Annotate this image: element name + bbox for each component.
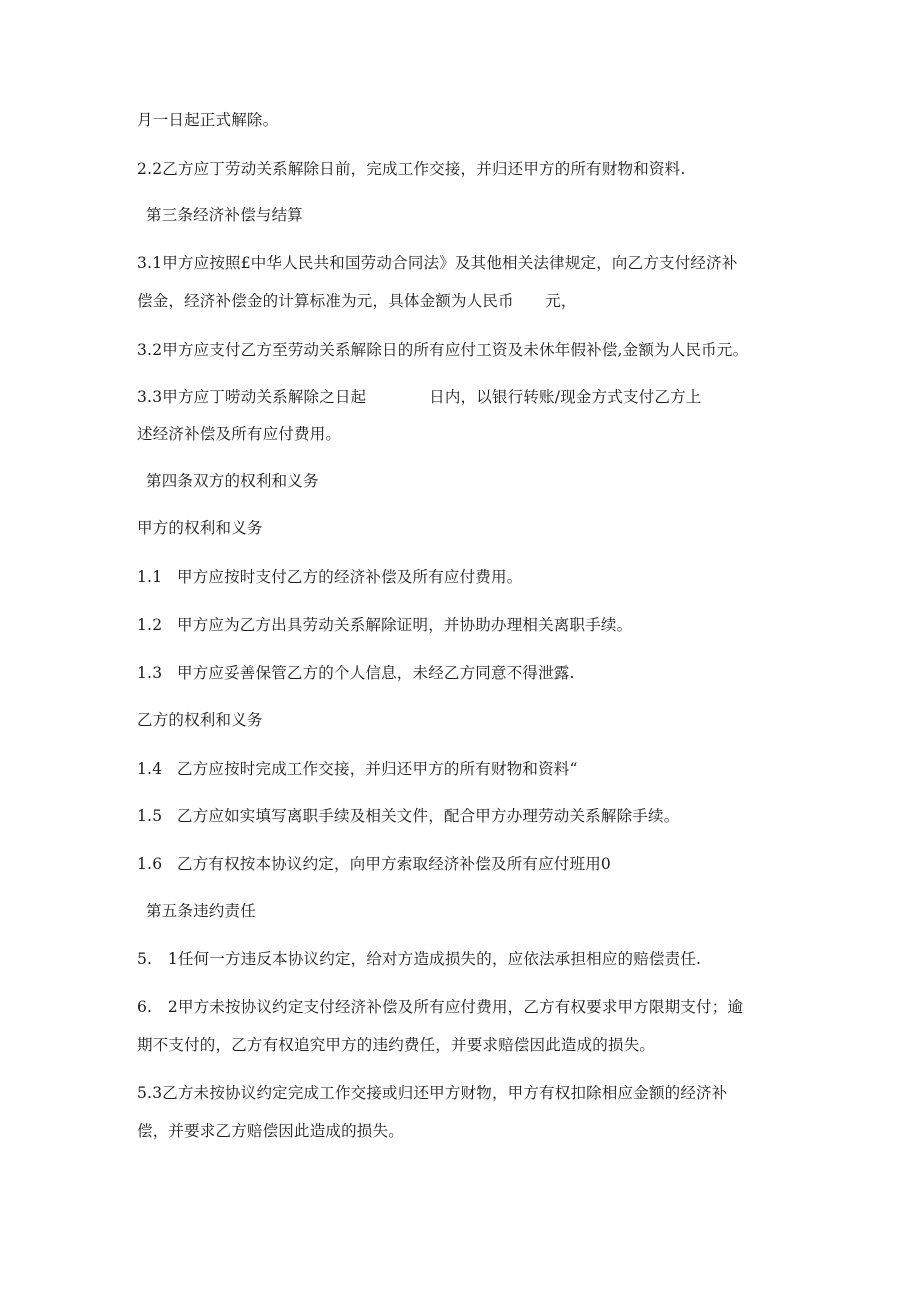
section-heading-4: 第四条双方的权利和义务: [146, 472, 319, 490]
clause-3-1: 3.1甲方应按照£中华人民共和国劳动合同法》及其他相关法律规定，向乙方支付经济补: [137, 254, 738, 272]
clause-number: 1.3: [137, 664, 163, 682]
clause-2-2: 2.2乙方应丁劳动关系解除日前，完成工作交接，并归还甲方的所有财物和资料.: [137, 160, 686, 178]
clause-1-5: [137, 806, 679, 826]
clause-number: 1.2: [137, 616, 163, 634]
clause-1-2: [137, 615, 632, 635]
clause-1-4: [137, 759, 578, 779]
paragraph-line: 月一日起正式解除。: [137, 111, 279, 129]
clause-text: 乙方有权按本协议约定，向甲方索取经济补偿及所有应付班用0: [177, 855, 611, 873]
clause-text: 甲方应妥善保管乙方的个人信息，未经乙方同意不得泄露.: [177, 664, 575, 682]
clause-5-1: 5. 1任何一方违反本协议约定，给对方造成损失的，应依法承担相应的赔偿责任.: [137, 950, 702, 968]
clause-text: 甲方应按时支付乙方的经济补偿及所有应付费用。: [177, 568, 523, 586]
clause-number: 1.6: [137, 855, 163, 873]
clause-text: 乙方应如实填写离职手续及相关文件，配合甲方办理劳动关系解除手续。: [177, 807, 680, 825]
clause-1-6: [137, 854, 611, 874]
clause-3-2: 3.2甲方应支付乙方至劳动关系解除日的所有应付工资及未休年假补偿,金额为人民币元。: [137, 341, 749, 359]
section-heading-3: 第三条经济补偿与结算: [146, 206, 304, 224]
clause-number: 1.5: [137, 807, 163, 825]
clause-5-2: 6. 2甲方未按协议约定支付经济补偿及所有应付费用，乙方有权要求甲方限期支付；逾: [137, 998, 744, 1016]
clause-number: 1.1: [137, 568, 163, 586]
clause-3-3: 3.3甲方应丁唠动关系解除之日起 日内，以银行转账/现金方式支付乙方上: [137, 388, 702, 406]
clause-text: 乙方应按时完成工作交接，并归还甲方的所有财物和资料“: [177, 760, 578, 778]
section-heading-5: 第五条违约责任: [146, 902, 256, 920]
clause-1-1: [137, 567, 522, 587]
clause-3-3-cont: 述经济补偿及所有应付费用。: [137, 425, 342, 443]
subheading-party-a: 甲方的权利和义务: [137, 519, 263, 537]
clause-5-2-cont: 期不支付的，乙方有权追究甲方的违约费任，并要求赔偿因此造成的损失。: [137, 1036, 656, 1054]
clause-5-3-cont: 偿，并要求乙方赔偿因此造成的损失。: [137, 1122, 404, 1140]
clause-5-3: 5.3乙方未按协议约定完成工作交接或归还甲方财物，甲方有权扣除相应金额的经济补: [137, 1084, 728, 1102]
clause-1-3: [137, 663, 575, 683]
clause-3-1-cont: 偿金，经济补偿金的计算标准为元，具体金额为人民币 元，: [137, 292, 577, 310]
clause-number: 1.4: [137, 760, 163, 778]
subheading-party-b: 乙方的权利和义务: [137, 711, 263, 729]
clause-text: 甲方应为乙方出具劳动关系解除证明，并协助办理相关离职手续。: [177, 616, 633, 634]
